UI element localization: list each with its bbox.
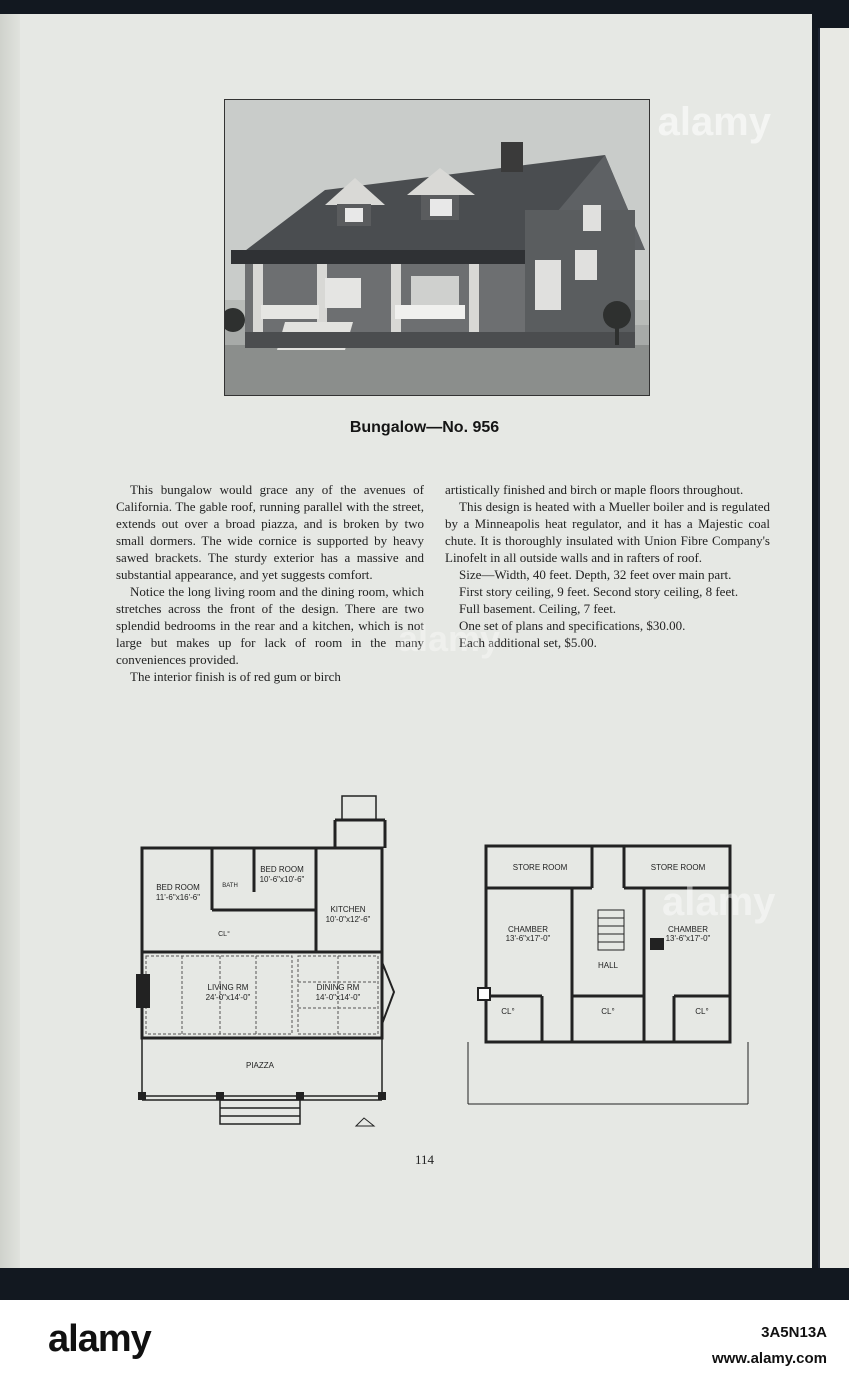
room-size: 13'-6"x17'-0" — [665, 934, 711, 943]
site-url: www.alamy.com — [711, 1350, 827, 1367]
alamy-logo: alamy — [48, 1318, 151, 1360]
book-gutter — [0, 14, 22, 1268]
room-label: CHAMBER — [507, 925, 549, 934]
room-size: 14'-0"x14'-0" — [315, 993, 361, 1002]
room-label: STORE ROOM — [512, 863, 568, 872]
paragraph: Size—Width, 40 feet. Depth, 32 feet over main part. — [459, 567, 732, 582]
room-size: 10'-0"x12'-6" — [325, 915, 371, 924]
room-label: CL° — [601, 1007, 615, 1016]
paragraph: One set of plans and specifications, $30.00. — [459, 618, 686, 633]
paragraph: Notice the long living room and the dining room, which stretches across the front of the design. There are two splendid bedrooms in the rear and a kitchen, which is not large but makes up for lack of room in the many conveniences provided. — [116, 584, 424, 667]
room-size: 10'-6"x10'-6" — [259, 875, 305, 884]
facing-page-edge — [818, 28, 849, 1268]
watermark: alamy — [657, 100, 771, 144]
paragraph: First story ceiling, 9 feet. Second story ceiling, 8 feet. — [459, 584, 739, 599]
room-label: KITCHEN — [330, 905, 366, 914]
paragraph: This bungalow would grace any of the avenues of California. The gable roof, running parallel with the street, extends out over a broad piazza, and is broken by two small dormers. The wide cornice is supported by heavy sawed brackets. The sturdy exterior has a massive and substantial appearance, and yet suggests comfort. — [116, 482, 424, 582]
paragraph: Full basement. Ceiling, 7 feet. — [459, 601, 617, 616]
room-label: PIAZZA — [245, 1061, 275, 1070]
room-size: 24'-0"x14'-0" — [205, 993, 251, 1002]
paragraph: artistically finished and birch or maple floors throughout. — [445, 482, 744, 497]
page-number: 114 — [414, 1152, 435, 1167]
room-label: CL° — [501, 1007, 515, 1016]
page-title: Bungalow—No. 956 — [349, 419, 500, 436]
first-floor-plan — [130, 792, 402, 1132]
watermark: alamy — [398, 618, 501, 659]
room-label: LIVING RM — [207, 983, 249, 992]
room-size: 13'-6"x17'-0" — [505, 934, 551, 943]
room-label: STORE ROOM — [650, 863, 706, 872]
image-id: 3A5N13A — [761, 1324, 827, 1341]
room-label: BED ROOM — [156, 883, 200, 892]
room-label: HALL — [597, 961, 619, 970]
paragraph: This design is heated with a Mueller boiler and is regulated by a Minneapolis heat regulator, and it has a Majestic coal chute. It is thoroughly insulated with Union Fibre Company's Linofelt in all outside walls and in rafters of roof. — [445, 499, 770, 565]
paragraph: The interior finish is of red gum or birch — [130, 669, 341, 684]
room-label: DINING RM — [316, 983, 360, 992]
paragraph: Each additional set, $5.00. — [459, 635, 597, 650]
room-label: CL° — [695, 1007, 709, 1016]
description-left-column — [116, 481, 424, 685]
room-label: CL° — [218, 931, 230, 938]
room-label: BATH — [222, 883, 238, 889]
bungalow-photo — [224, 99, 650, 396]
watermark: alamy — [662, 880, 776, 924]
room-label: CHAMBER — [667, 925, 709, 934]
room-label: BED ROOM — [260, 865, 304, 874]
room-size: 11'-6"x16'-6" — [155, 893, 201, 902]
